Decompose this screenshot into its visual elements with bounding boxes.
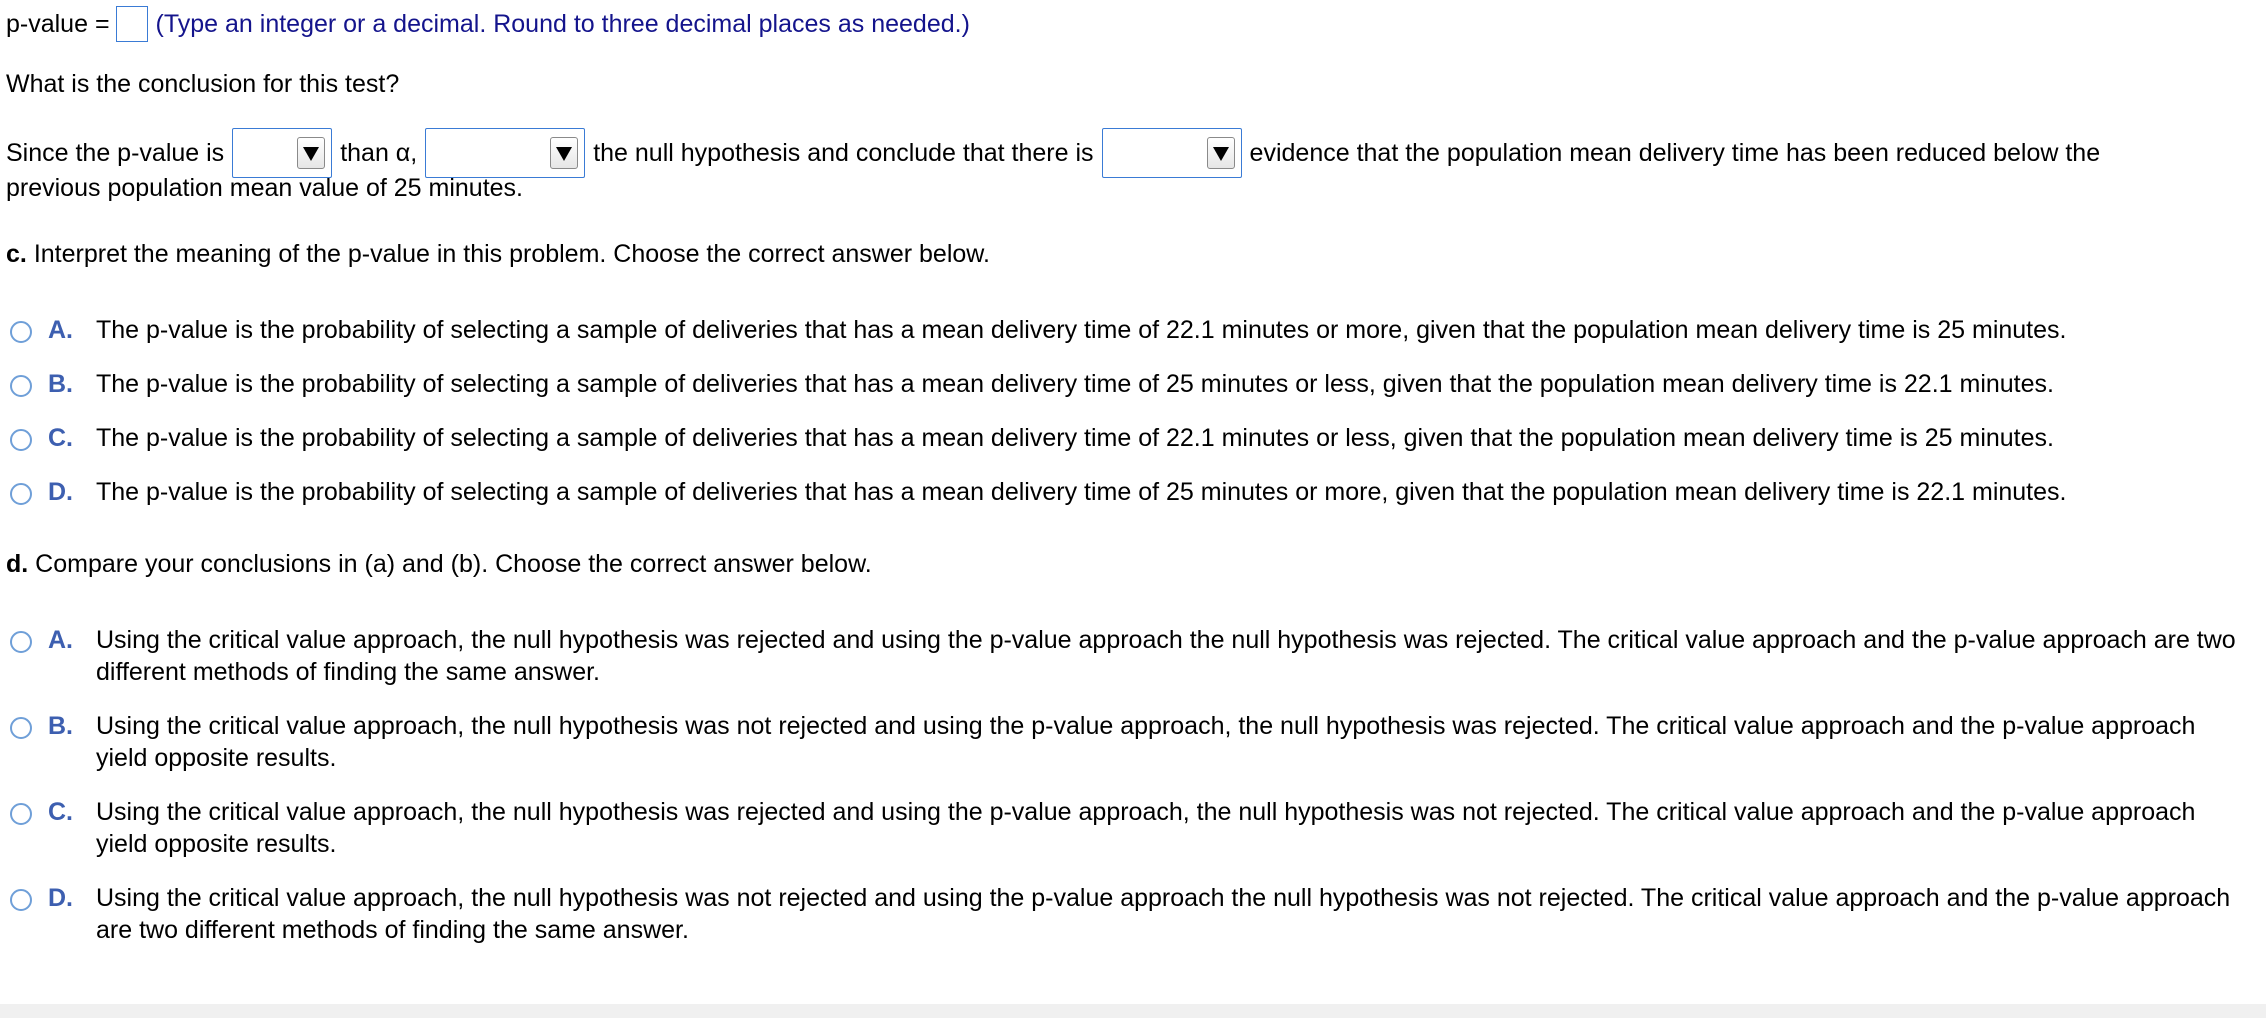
radio-button[interactable] xyxy=(10,321,32,343)
decision-dropdown[interactable] xyxy=(425,128,585,178)
conclusion-question: What is the conclusion for this test? xyxy=(6,70,400,98)
pvalue-hint: (Type an integer or a decimal. Round to three decimal places as needed.) xyxy=(155,9,970,38)
option-letter: C. xyxy=(48,798,73,826)
comparison-dropdown[interactable] xyxy=(232,128,332,178)
option-c-a[interactable] xyxy=(10,316,2066,346)
option-text: The p-value is the probability of selecting a sample of deliveries that has a mean delivery time of 25 minutes or less, given that the population mean delivery time is 22.1 minutes. xyxy=(96,370,2054,398)
bottom-bar xyxy=(0,1004,2266,1018)
conclusion-text-3: the null hypothesis and conclude that there is xyxy=(593,138,1094,167)
option-c-d[interactable] xyxy=(10,478,2066,508)
option-letter: B. xyxy=(48,370,73,398)
option-text: The p-value is the probability of selecting a sample of deliveries that has a mean delivery time of 22.1 minutes or more, given that the population mean delivery time is 25 minutes. xyxy=(96,316,2067,344)
option-text: Using the critical value approach, the null hypothesis was rejected and using the p-value approach, the null hypothesis was not rejected. The critical value approach and the p-value approach yield opposite results. xyxy=(96,798,2196,858)
option-letter: D. xyxy=(48,884,73,912)
option-d-c[interactable] xyxy=(10,798,2236,860)
pvalue-label: p-value = xyxy=(6,9,110,38)
section-d-label: d. xyxy=(6,550,29,578)
dropdown-arrow-icon[interactable] xyxy=(1207,137,1235,169)
option-c-b[interactable] xyxy=(10,370,2054,400)
option-text: Using the critical value approach, the null hypothesis was rejected and using the p-value approach the null hypothesis was rejected. The critical value approach and the p-value approach are two different methods of finding the same answer. xyxy=(96,626,2236,686)
option-d-b[interactable] xyxy=(10,712,2236,774)
dropdown-arrow-icon[interactable] xyxy=(297,137,325,169)
option-text: The p-value is the probability of selecting a sample of deliveries that has a mean delivery time of 22.1 minutes or less, given that the population mean delivery time is 25 minutes. xyxy=(96,424,2054,452)
section-c-text: Interpret the meaning of the p-value in this problem. Choose the correct answer below. xyxy=(33,240,990,268)
conclusion-sentence xyxy=(6,128,2246,203)
option-letter: D. xyxy=(48,478,73,506)
conclusion-text-5: previous population mean value of 25 minutes. xyxy=(6,174,523,202)
radio-button[interactable] xyxy=(10,631,32,653)
option-d-d[interactable] xyxy=(10,884,2236,946)
section-d-prompt xyxy=(6,550,872,579)
evidence-dropdown[interactable] xyxy=(1102,128,1242,178)
conclusion-text-1: Since the p-value is xyxy=(6,138,225,167)
radio-button[interactable] xyxy=(10,429,32,451)
option-text: The p-value is the probability of selecting a sample of deliveries that has a mean delivery time of 25 minutes or more, given that the population mean delivery time is 22.1 minutes. xyxy=(96,478,2067,506)
conclusion-text-2: than α, xyxy=(340,138,418,167)
section-c-prompt xyxy=(6,240,990,269)
option-letter: A. xyxy=(48,626,73,654)
option-text: Using the critical value approach, the null hypothesis was not rejected and using the p-value approach, the null hypothesis was rejected. The critical value approach and the p-value approach yield opposite results. xyxy=(96,712,2196,772)
dropdown-arrow-icon[interactable] xyxy=(550,137,578,169)
pvalue-row xyxy=(6,4,970,44)
option-letter: B. xyxy=(48,712,73,740)
option-letter: A. xyxy=(48,316,73,344)
option-d-a[interactable] xyxy=(10,626,2236,688)
section-c-label: c. xyxy=(6,240,27,268)
option-c-c[interactable] xyxy=(10,424,2054,454)
radio-button[interactable] xyxy=(10,483,32,505)
pvalue-input[interactable] xyxy=(116,6,148,42)
section-d-text: Compare your conclusions in (a) and (b). Choose the correct answer below. xyxy=(35,550,872,578)
option-letter: C. xyxy=(48,424,73,452)
radio-button[interactable] xyxy=(10,375,32,397)
conclusion-text-4: evidence that the population mean delivery time has been reduced below the xyxy=(1249,138,2101,167)
option-text: Using the critical value approach, the null hypothesis was not rejected and using the p-value approach the null hypothesis was not rejected. The critical value approach and the p-value approach are two different methods of finding the same answer. xyxy=(96,884,2231,944)
radio-button[interactable] xyxy=(10,717,32,739)
radio-button[interactable] xyxy=(10,803,32,825)
radio-button[interactable] xyxy=(10,889,32,911)
